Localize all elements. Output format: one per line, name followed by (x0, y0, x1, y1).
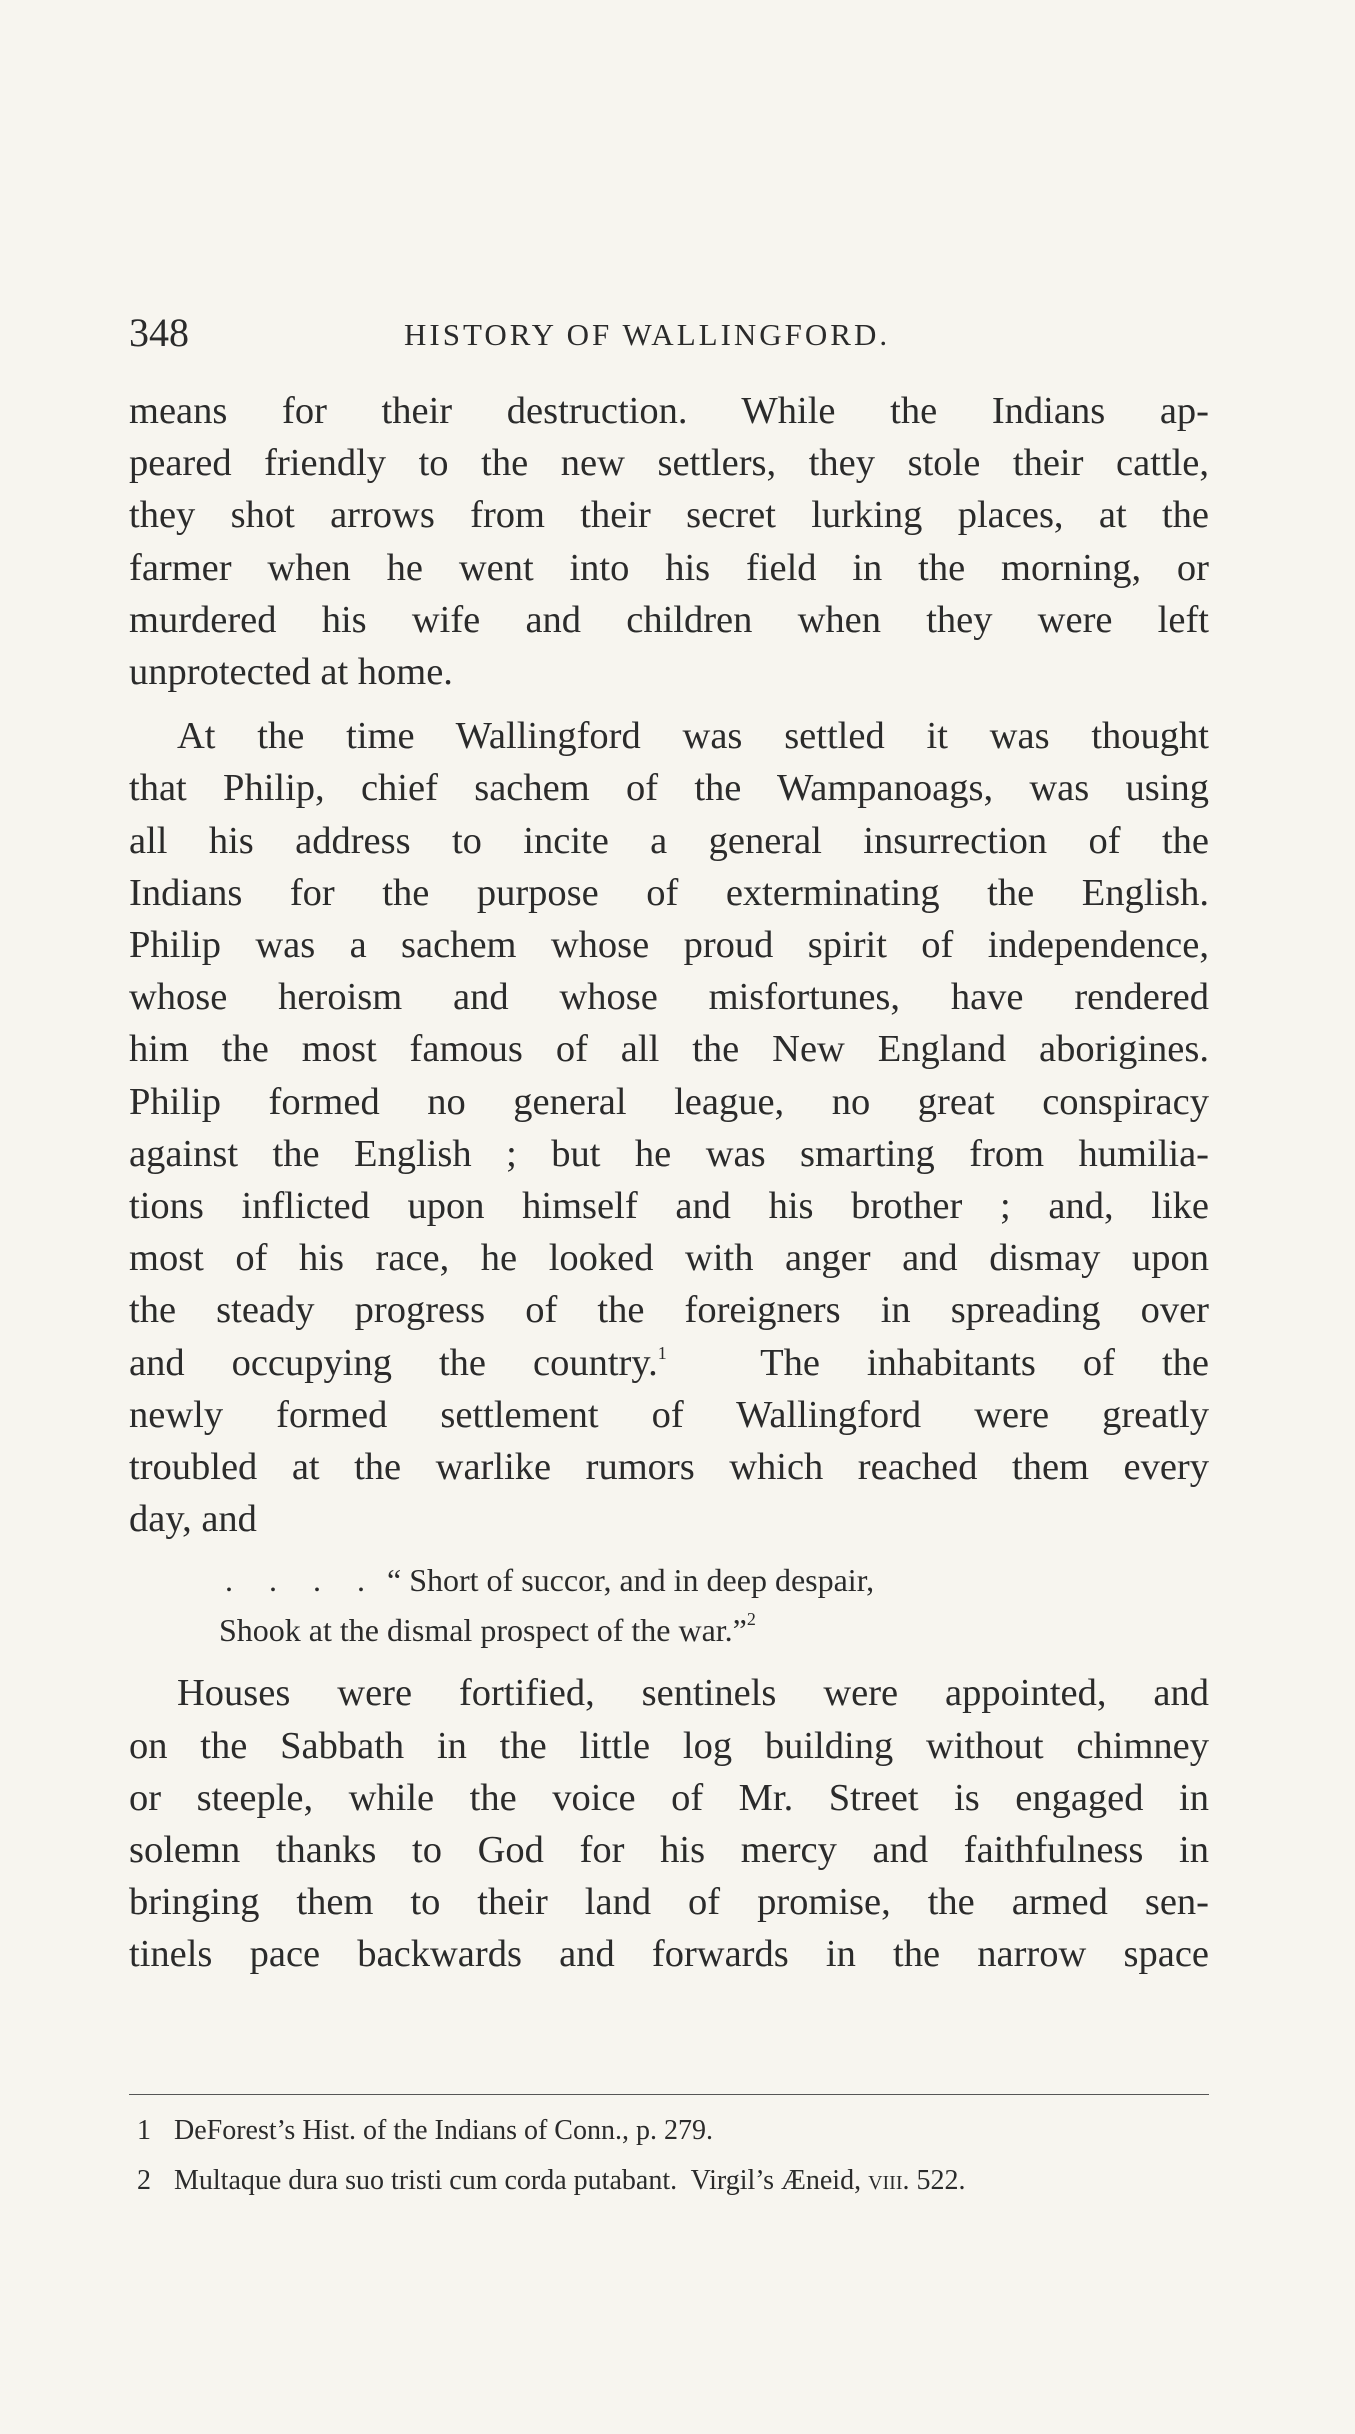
page-number: 348 (129, 310, 189, 355)
text-line: against the English ; but he was smarting from humilia- (129, 1132, 1209, 1175)
text-line: or steeple, while the voice of Mr. Street is engaged in (129, 1776, 1209, 1819)
verse-line (129, 1555, 1209, 1605)
verse-quotation (129, 1555, 1209, 1655)
verse-text: “ Short of succor, and in deep despair, (387, 1562, 875, 1599)
text-line: unprotected at home. (129, 651, 453, 694)
text-line: all his address to incite a general insurrection of the (129, 819, 1209, 862)
text-line-with-note (129, 1337, 1209, 1389)
paragraph-1 (129, 385, 1209, 698)
text-line: they shot arrows from their secret lurking places, at the (129, 494, 1209, 537)
text-line: day, and (129, 1498, 257, 1541)
text-line: Indians for the purpose of exterminating the English. (129, 871, 1209, 914)
footnote-2 (129, 2156, 1209, 2206)
verse-line (129, 1605, 1209, 1655)
footnote-text: Multaque dura suo tristi cum corda putabant. Virgil’s Æneid, (174, 2165, 869, 2196)
footnote-divider (129, 2094, 1209, 2095)
book-numeral: viii (868, 2165, 903, 2196)
text-line: newly formed settlement of Wallingford were greatly (129, 1393, 1209, 1436)
text-fragment: and occupying the country. (129, 1341, 658, 1384)
text-line: troubled at the warlike rumors which reached them every (129, 1446, 1209, 1489)
footnote-1 (129, 2106, 1209, 2156)
footnote-number: 1 (137, 2115, 151, 2146)
text-line: Philip formed no general league, no great conspiracy (129, 1080, 1209, 1123)
text-line: bringing them to their land of promise, the armed sen- (129, 1881, 1209, 1924)
footnote-reference-1[interactable]: 1 (657, 1342, 667, 1363)
text-line: most of his race, he looked with anger and dismay upon (129, 1237, 1209, 1280)
text-line: whose heroism and whose misfortunes, have rendered (129, 976, 1209, 1019)
text-line: tinels pace backwards and forwards in the narrow space (129, 1933, 1209, 1976)
text-line: At the time Wallingford was settled it was thought (177, 715, 1209, 758)
text-fragment: The inhabitants of the (666, 1341, 1209, 1384)
paragraph-3 (129, 1667, 1209, 1980)
text-line: tions inflicted upon himself and his brother ; and, like (129, 1185, 1209, 1228)
text-line: solemn thanks to God for his mercy and faithfulness in (129, 1829, 1209, 1872)
footnotes (129, 2106, 1209, 2206)
text-line: means for their destruction. While the Indians ap- (129, 390, 1209, 432)
text-line: Houses were fortified, sentinels were appointed, and (177, 1672, 1209, 1715)
running-title: HISTORY OF WALLINGFORD. (404, 317, 891, 352)
footnote-reference-2[interactable]: 2 (746, 1609, 756, 1630)
text-line: murdered his wife and children when they were left (129, 598, 1209, 641)
text-line: that Philip, chief sachem of the Wampanoags, was using (129, 767, 1209, 810)
text-line: the steady progress of the foreigners in spreading over (129, 1289, 1209, 1332)
paragraph-2 (129, 710, 1209, 1545)
running-head (129, 308, 1209, 358)
footnote-number: 2 (137, 2165, 151, 2196)
text-line: peared friendly to the new settlers, they stole their cattle, (129, 442, 1209, 485)
text-line: Philip was a sachem whose proud spirit of independence, (129, 924, 1209, 967)
footnote-text: DeForest’s Hist. of the Indians of Conn., p. 279. (174, 2115, 713, 2146)
text-line: on the Sabbath in the little log building without chimney (129, 1724, 1209, 1767)
body-text (129, 385, 1209, 1981)
text-line: farmer when he went into his field in the morning, or (129, 546, 1209, 589)
verse-text: Shook at the dismal prospect of the war.” (219, 1612, 747, 1649)
footnote-text: . 522. (902, 2165, 966, 2196)
text-line: him the most famous of all the New England aborigines. (129, 1028, 1209, 1071)
verse-ellipsis: . . . . (225, 1562, 379, 1599)
